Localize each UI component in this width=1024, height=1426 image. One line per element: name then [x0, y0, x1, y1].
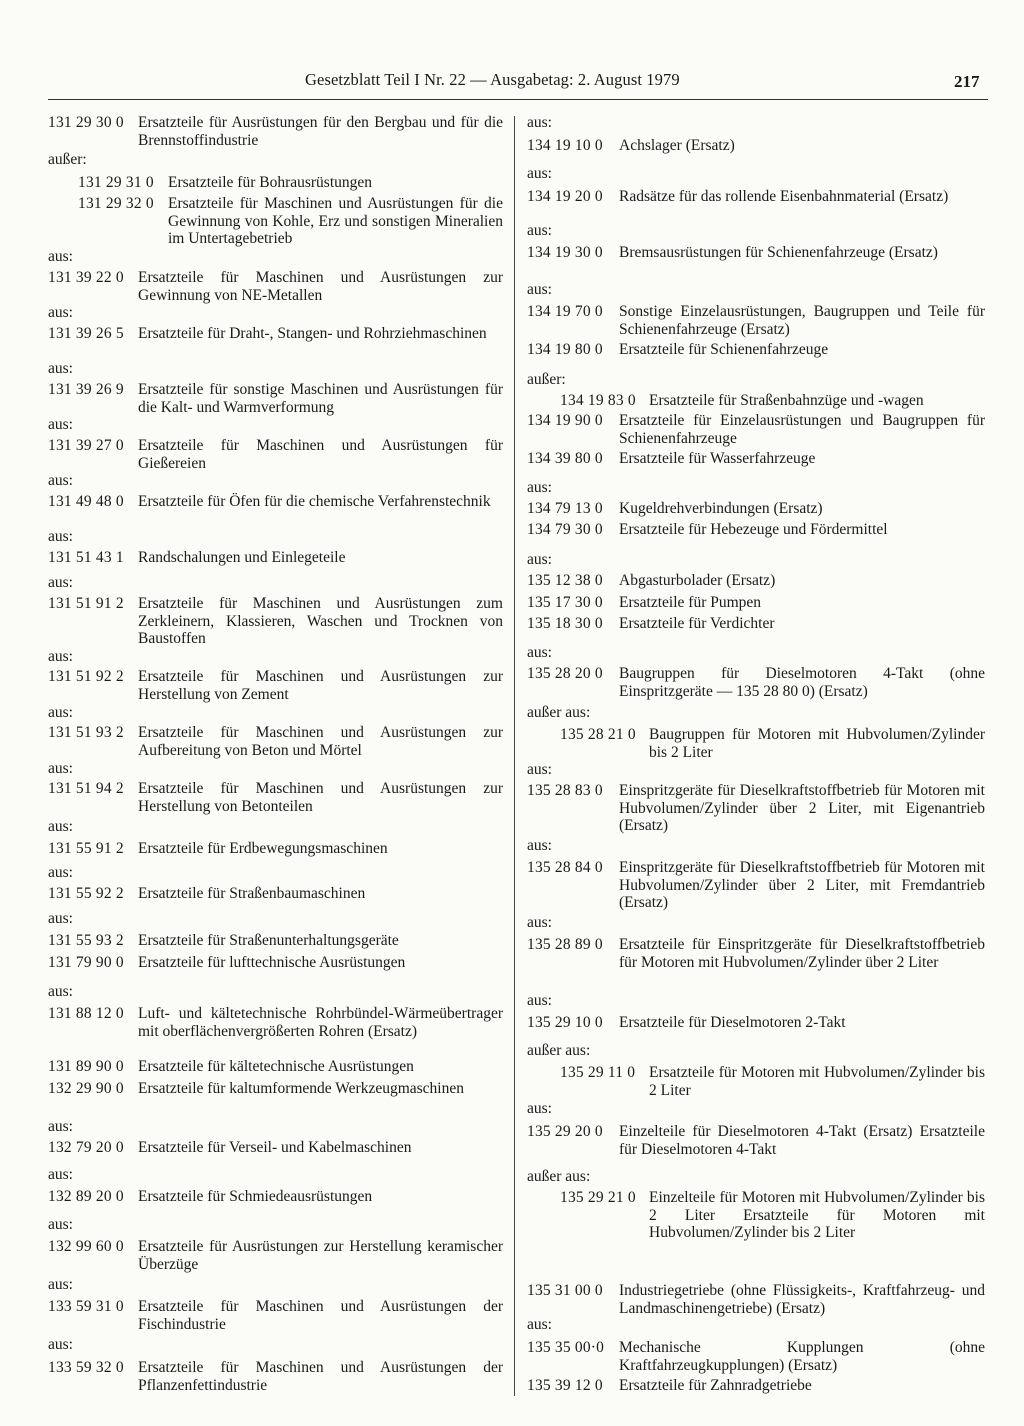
entry-description: Einzelteile für Dieselmotoren 4-Takt (Ersatz) Ersatzteile für Dieselmotoren 4-Takt [619, 1123, 985, 1158]
entry-description: Einspritzgeräte für Dieselkraftstoffbetrieb für Motoren mit Hubvolumen/Zylinder über 2 Liter, mit Eigenantrieb (Ersatz) [619, 782, 985, 834]
entry-description: Abgasturbolader (Ersatz) [619, 572, 776, 589]
entry-description: Radsätze für das rollende Eisenbahnmaterial (Ersatz) [619, 188, 949, 205]
entry-description: Ersatzteile für Ausrüstungen für den Bergbau und für die Brennstoffindustrie [138, 114, 503, 149]
entry-code: 134 19 30 0 [527, 244, 603, 261]
entry-description: Sonstige Einzelausrüstungen, Baugruppen und Teile für Schienenfahrzeuge (Ersatz) [619, 303, 985, 338]
entry-description: Ersatzteile für Maschinen und Ausrüstungen zur Aufbereitung von Beton und Mörtel [138, 724, 503, 759]
section-keyword: aus: [48, 864, 73, 881]
entry-code: 135 29 10 0 [527, 1014, 603, 1031]
entry-description: Einspritzgeräte für Dieselkraftstoffbetrieb für Motoren mit Hubvolumen/Zylinder über 2 Liter, mit Fremdantrieb (Ersatz) [619, 859, 985, 911]
section-keyword: aus: [48, 983, 73, 1000]
section-keyword: aus: [527, 551, 552, 568]
entry-code: 135 29 20 0 [527, 1123, 603, 1140]
section-keyword: aus: [48, 910, 73, 927]
header-title: Gesetzblatt Teil I Nr. 22 — Ausgabetag: 2. August 1979 [305, 70, 680, 89]
entry-description: Ersatzteile für Ausrüstungen zur Herstellung keramischer Überzüge [138, 1238, 503, 1273]
entry-code: 135 28 84 0 [527, 859, 603, 876]
entry-code: 131 89 90 0 [48, 1058, 124, 1075]
entry-code: 133 59 31 0 [48, 1298, 124, 1315]
entry-description: Ersatzteile für Pumpen [619, 594, 762, 611]
entry-code: 132 79 20 0 [48, 1139, 124, 1156]
entry-code: 131 29 31 0 [78, 174, 154, 191]
entry-code: 131 88 12 0 [48, 1005, 124, 1022]
entry-description: Ersatzteile für Maschinen und Ausrüstungen der Fischindustrie [138, 1298, 503, 1333]
entry-code: 131 51 93 2 [48, 724, 124, 741]
section-keyword: außer: [527, 371, 566, 388]
entry-description: Ersatzteile für Einzelausrüstungen und Baugruppen für Schienenfahrzeuge [619, 412, 985, 447]
section-keyword: aus: [48, 248, 73, 265]
section-keyword: aus: [48, 528, 73, 545]
entry-code: 134 79 30 0 [527, 521, 603, 538]
entry-code: 134 19 20 0 [527, 188, 603, 205]
entry-code: 135 18 30 0 [527, 615, 603, 632]
entry-description: Ersatzteile für Maschinen und Ausrüstungen zum Zerkleinern, Klassieren, Waschen und Trocknen von Baustoffen [138, 595, 503, 647]
entry-description: Ersatzteile für Motoren mit Hubvolumen/Zylinder bis 2 Liter [649, 1064, 985, 1099]
entry-description: Baugruppen für Motoren mit Hubvolumen/Zylinder bis 2 Liter [649, 726, 985, 761]
entry-code: 131 29 30 0 [48, 114, 124, 131]
entry-description: Ersatzteile für Straßenbahnzüge und -wagen [649, 392, 924, 409]
page-number: 217 [954, 72, 980, 91]
section-keyword: aus: [527, 114, 552, 131]
entry-description: Achslager (Ersatz) [619, 137, 735, 154]
section-keyword: aus: [48, 1118, 73, 1135]
entry-code: 135 31 00 0 [527, 1282, 603, 1299]
section-keyword: aus: [527, 837, 552, 854]
entry-code: 131 55 93 2 [48, 932, 124, 949]
entry-code: 131 39 26 5 [48, 325, 124, 342]
entry-code: 135 39 12 0 [527, 1377, 603, 1394]
entry-code: 131 29 32 0 [78, 195, 154, 212]
entry-code: 133 59 32 0 [48, 1359, 124, 1376]
entry-description: Ersatzteile für Maschinen und Ausrüstungen zur Herstellung von Betonteilen [138, 780, 503, 815]
entry-description: Ersatzteile für lufttechnische Ausrüstungen [138, 954, 406, 971]
entry-code: 134 19 80 0 [527, 341, 603, 358]
entry-description: Industriegetriebe (ohne Flüssigkeits-, Kraftfahrzeug- und Landmaschinengetriebe) (Ersatz) [619, 1282, 985, 1317]
entry-code: 135 28 21 0 [560, 726, 636, 743]
section-keyword: aus: [48, 1166, 73, 1183]
entry-description: Ersatzteile für kältetechnische Ausrüstungen [138, 1058, 414, 1075]
entry-code: 134 19 10 0 [527, 137, 603, 154]
section-keyword: aus: [48, 1336, 73, 1353]
section-keyword: außer aus: [527, 1168, 591, 1185]
entry-code: 131 39 26 9 [48, 381, 124, 398]
entry-code: 134 39 80 0 [527, 450, 603, 467]
section-keyword: aus: [48, 360, 73, 377]
entry-description: Randschalungen und Einlegeteile [138, 549, 346, 566]
section-keyword: aus: [48, 472, 73, 489]
section-keyword: aus: [527, 479, 552, 496]
entry-code: 131 79 90 0 [48, 954, 124, 971]
section-keyword: aus: [48, 1216, 73, 1233]
entry-description: Ersatzteile für Straßenunterhaltungsgeräte [138, 932, 399, 949]
entry-description: Einzelteile für Motoren mit Hubvolumen/Zylinder bis 2 Liter Ersatzteile für Motoren mit Hubvolumen/Zylinder bis 2 Liter [649, 1189, 985, 1241]
entry-description: Ersatzteile für Straßenbaumaschinen [138, 885, 366, 902]
entry-code: 135 28 83 0 [527, 782, 603, 799]
section-keyword: aus: [527, 1100, 552, 1117]
section-keyword: außer aus: [527, 1042, 591, 1059]
entry-description: Ersatzteile für kaltumformende Werkzeugmaschinen [138, 1080, 464, 1097]
entry-description: Ersatzteile für Maschinen und Ausrüstungen der Pflanzenfettindustrie [138, 1359, 503, 1394]
entry-code: 135 28 20 0 [527, 665, 603, 682]
entry-description: Ersatzteile für Erdbewegungsmaschinen [138, 840, 388, 857]
entry-code: 135 35 00·0 [527, 1339, 605, 1356]
entry-code: 134 19 83 0 [560, 392, 636, 409]
entry-description: Ersatzteile für Maschinen und Ausrüstungen für die Gewinnung von Kohle, Erz und sonstigen Mineralien im Untertagebetrieb [168, 195, 503, 247]
section-keyword: aus: [48, 760, 73, 777]
section-keyword: aus: [527, 222, 552, 239]
entry-code: 131 39 22 0 [48, 269, 124, 286]
section-keyword: aus: [48, 1276, 73, 1293]
entry-description: Ersatzteile für Maschinen und Ausrüstungen zur Gewinnung von NE-Metallen [138, 269, 503, 304]
entry-code: 132 29 90 0 [48, 1080, 124, 1097]
entry-description: Ersatzteile für Dieselmotoren 2-Takt [619, 1014, 846, 1031]
section-keyword: aus: [48, 704, 73, 721]
entry-code: 131 51 94 2 [48, 780, 124, 797]
section-keyword: aus: [48, 574, 73, 591]
entry-description: Ersatzteile für Verseil- und Kabelmaschinen [138, 1139, 412, 1156]
section-keyword: aus: [527, 644, 552, 661]
entry-code: 131 55 92 2 [48, 885, 124, 902]
section-keyword: aus: [48, 648, 73, 665]
entry-code: 131 39 27 0 [48, 437, 124, 454]
entry-description: Ersatzteile für Wasserfahrzeuge [619, 450, 816, 467]
entry-description: Bremsausrüstungen für Schienenfahrzeuge (Ersatz) [619, 244, 938, 261]
section-keyword: aus: [48, 416, 73, 433]
entry-description: Ersatzteile für Zahnradgetriebe [619, 1377, 812, 1394]
section-keyword: außer aus: [527, 704, 591, 721]
section-keyword: aus: [527, 281, 552, 298]
entry-code: 132 99 60 0 [48, 1238, 124, 1255]
entry-code: 132 89 20 0 [48, 1188, 124, 1205]
entry-description: Ersatzteile für Draht-, Stangen- und Rohrziehmaschinen [138, 325, 487, 342]
entry-description: Ersatzteile für Maschinen und Ausrüstungen für Gießereien [138, 437, 503, 472]
entry-description: Ersatzteile für sonstige Maschinen und Ausrüstungen für die Kalt- und Warmverformung [138, 381, 503, 416]
entry-code: 135 29 21 0 [560, 1189, 636, 1206]
section-keyword: aus: [527, 992, 552, 1009]
entry-code: 135 17 30 0 [527, 594, 603, 611]
entry-code: 135 28 89 0 [527, 936, 603, 953]
entry-description: Ersatzteile für Schmiedeausrüstungen [138, 1188, 373, 1205]
entry-code: 131 51 43 1 [48, 549, 124, 566]
entry-description: Ersatzteile für Maschinen und Ausrüstungen zur Herstellung von Zement [138, 668, 503, 703]
entry-code: 135 12 38 0 [527, 572, 603, 589]
section-keyword: aus: [527, 914, 552, 931]
entry-description: Ersatzteile für Verdichter [619, 615, 775, 632]
entry-code: 131 49 48 0 [48, 493, 124, 510]
entry-code: 131 55 91 2 [48, 840, 124, 857]
entry-description: Baugruppen für Dieselmotoren 4-Takt (ohne Einspritzgeräte — 135 28 80 0) (Ersatz) [619, 665, 985, 700]
section-keyword: außer: [48, 151, 87, 168]
section-keyword: aus: [527, 1316, 552, 1333]
entry-code: 131 51 91 2 [48, 595, 124, 612]
entry-description: Mechanische Kupplungen (ohne Kraftfahrzeugkupplungen) (Ersatz) [619, 1339, 985, 1374]
entry-description: Ersatzteile für Öfen für die chemische Verfahrenstechnik [138, 493, 491, 510]
section-keyword: aus: [48, 818, 73, 835]
entry-code: 135 29 11 0 [560, 1064, 636, 1081]
entry-description: Ersatzteile für Schienenfahrzeuge [619, 341, 829, 358]
entry-code: 134 79 13 0 [527, 500, 603, 517]
entry-code: 131 51 92 2 [48, 668, 124, 685]
entry-code: 134 19 70 0 [527, 303, 603, 320]
entry-code: 134 19 90 0 [527, 412, 603, 429]
entry-description: Ersatzteile für Hebezeuge und Fördermittel [619, 521, 888, 538]
section-keyword: aus: [48, 304, 73, 321]
entry-description: Ersatzteile für Einspritzgeräte für Dieselkraftstoffbetrieb für Motoren mit Hubvolumen/Zylinder über 2 Liter [619, 936, 985, 971]
section-keyword: aus: [527, 165, 552, 182]
entry-description: Ersatzteile für Bohrausrüstungen [168, 174, 373, 191]
entry-description: Luft- und kältetechnische Rohrbündel-Wärmeübertrager mit oberflächenvergrößerten Rohren (Ersatz) [138, 1005, 503, 1040]
entry-description: Kugeldrehverbindungen (Ersatz) [619, 500, 823, 517]
section-keyword: aus: [527, 761, 552, 778]
